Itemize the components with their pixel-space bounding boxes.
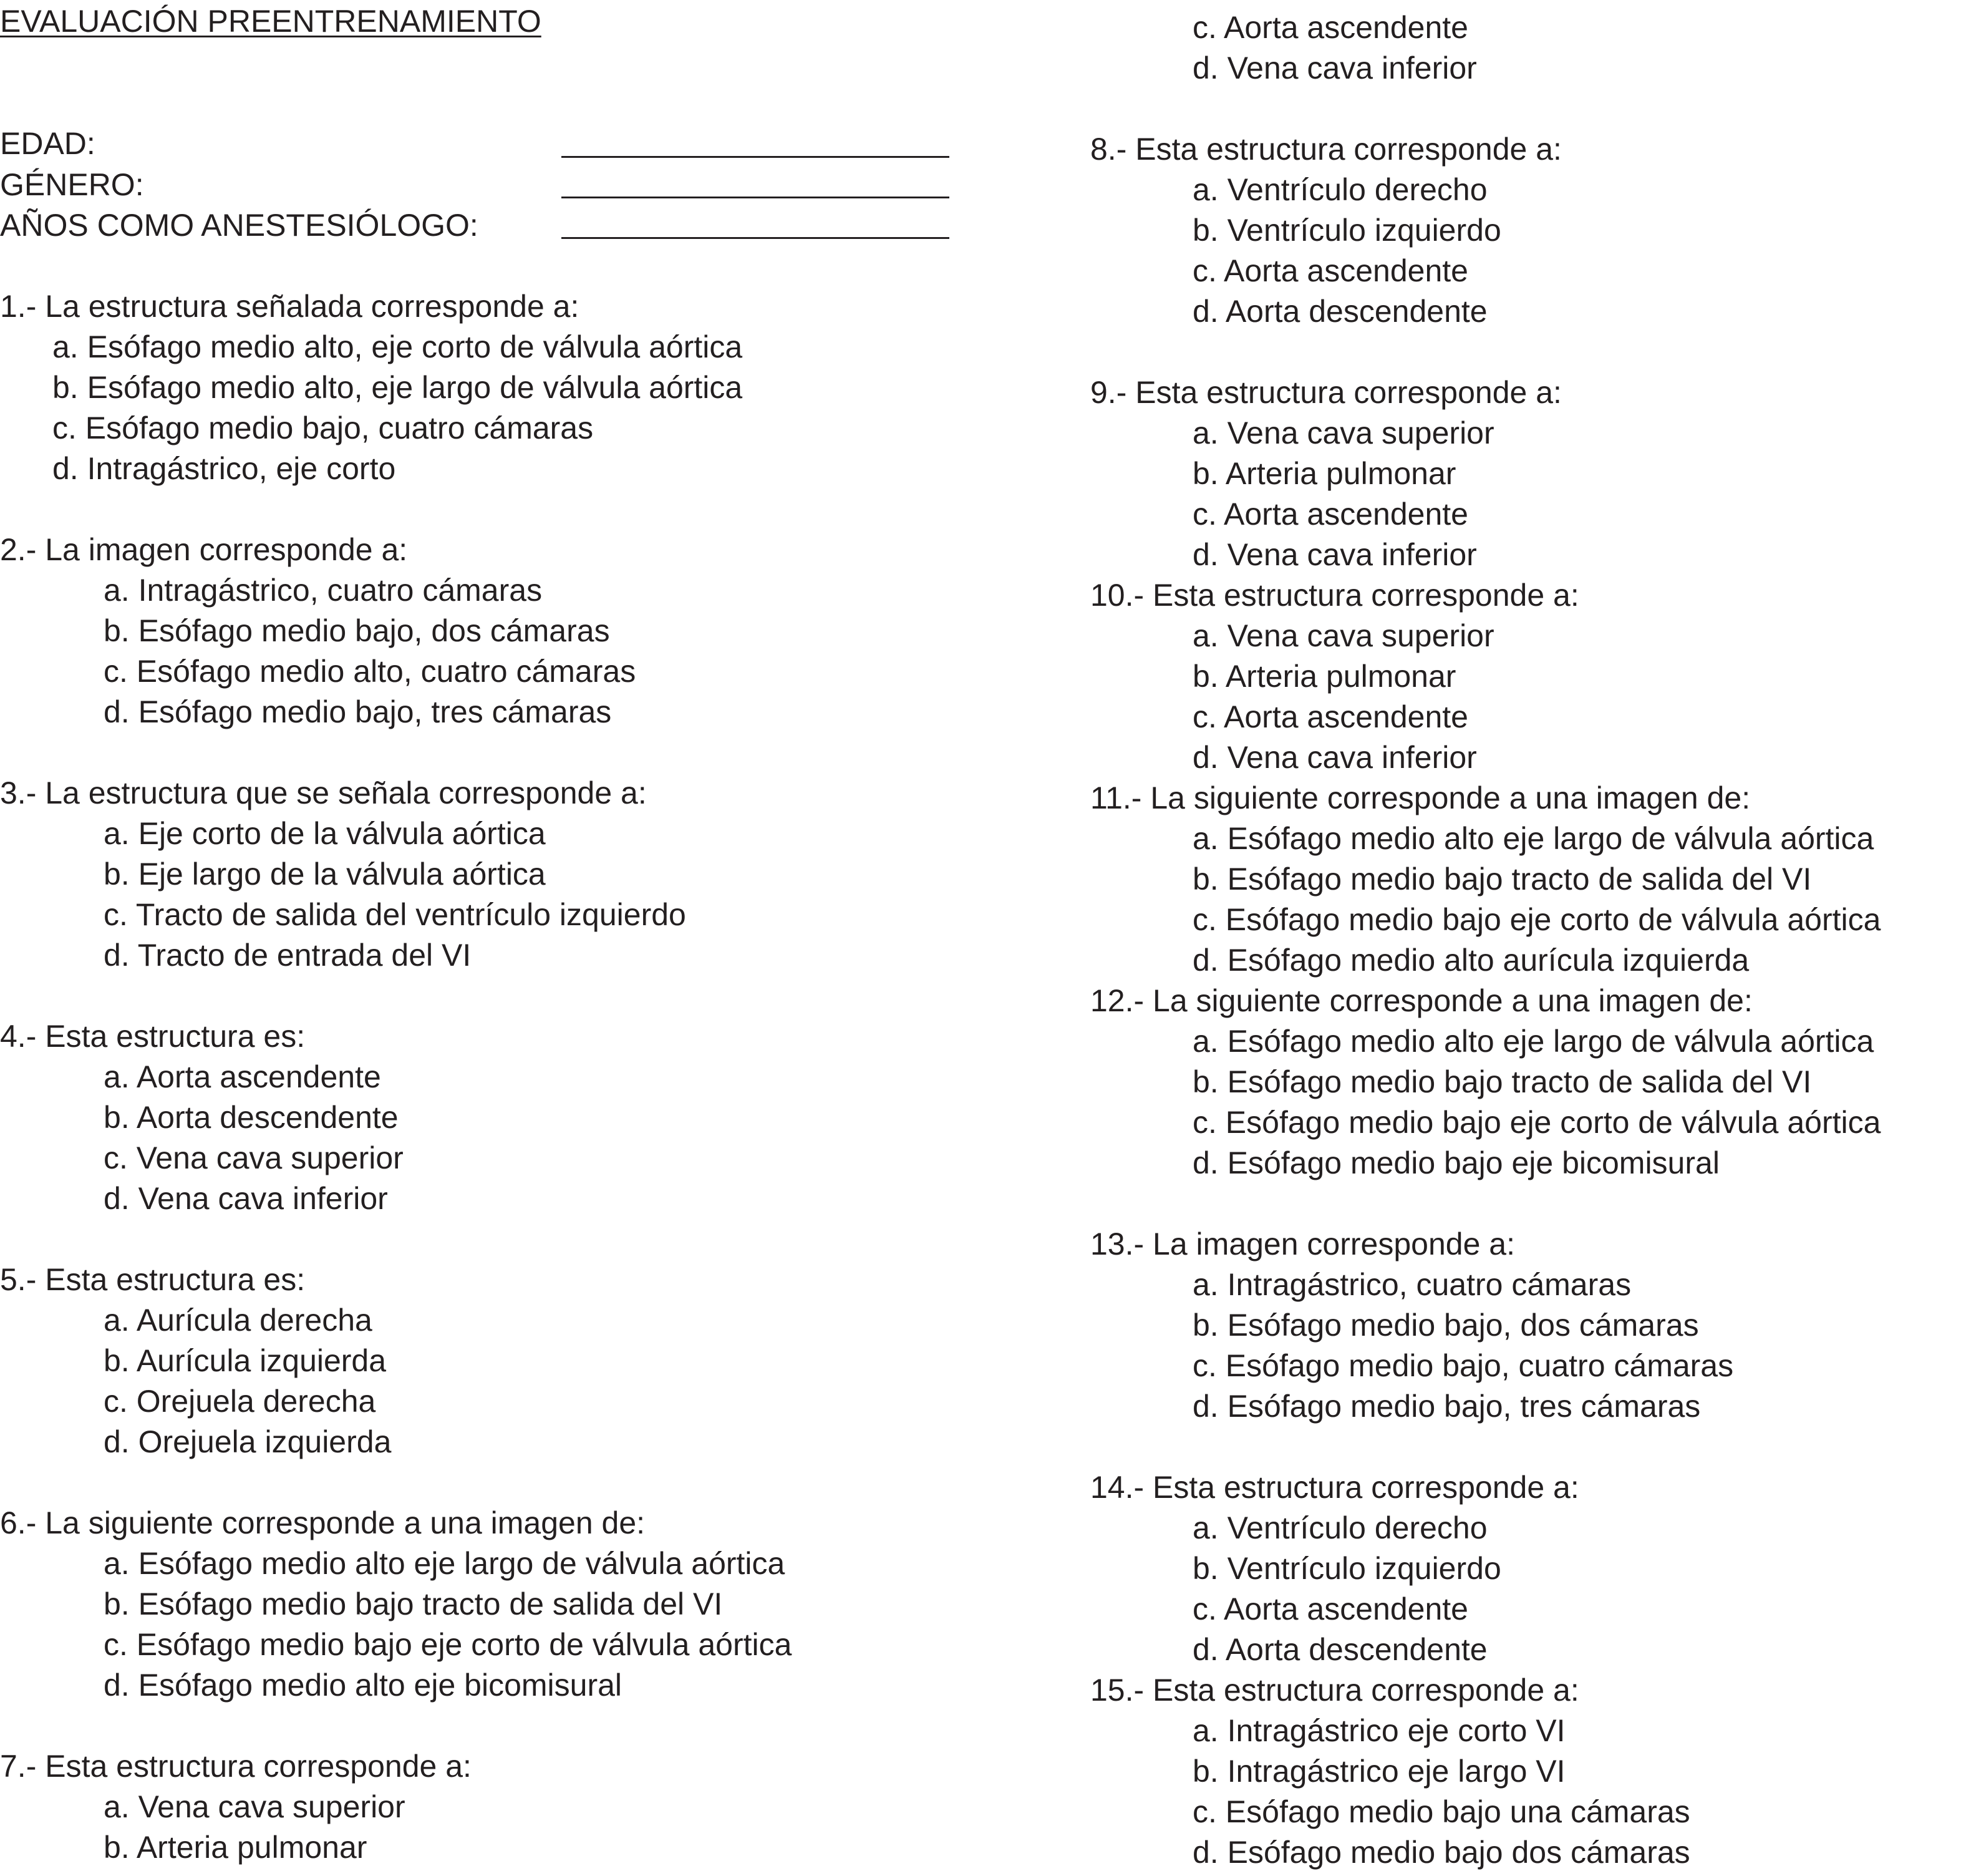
question-14: 14.- Esta estructura corresponde a: [1090,1470,1579,1505]
question-2-option-b[interactable]: b. Esófago medio bajo, dos cámaras [104,613,610,648]
question-2: 2.- La imagen corresponde a: [0,532,408,567]
question-6: 6.- La siguiente corresponde a una imagen de: [0,1505,646,1540]
question-10-option-b[interactable]: b. Arteria pulmonar [1193,659,1456,694]
question-10-option-c[interactable]: c. Aorta ascendente [1193,699,1468,734]
question-9-option-a[interactable]: a. Vena cava superior [1193,416,1494,450]
gender-input-line[interactable] [561,197,949,198]
question-15-option-a[interactable]: a. Intragástrico eje corto VI [1193,1713,1566,1748]
question-5-option-b[interactable]: b. Aurícula izquierda [104,1343,387,1378]
question-15-option-d[interactable]: d. Esófago medio bajo dos cámaras [1193,1835,1690,1870]
question-11-option-a[interactable]: a. Esófago medio alto eje largo de válvula aórtica [1193,821,1874,856]
question-13: 13.- La imagen corresponde a: [1090,1227,1515,1261]
question-3-option-a[interactable]: a. Eje corto de la válvula aórtica [104,816,546,851]
question-1-option-a[interactable]: a. Esófago medio alto, eje corto de válvula aórtica [52,329,743,364]
question-11-option-b[interactable]: b. Esófago medio bajo tracto de salida del VI [1193,862,1812,897]
question-3-option-c[interactable]: c. Tracto de salida del ventrículo izquierdo [104,897,686,932]
question-15-option-b[interactable]: b. Intragástrico eje largo VI [1193,1754,1566,1789]
years-input-line[interactable] [561,237,949,239]
question-4-option-d[interactable]: d. Vena cava inferior [104,1181,388,1216]
question-8-option-a[interactable]: a. Ventrículo derecho [1193,172,1488,207]
question-5-option-a[interactable]: a. Aurícula derecha [104,1303,372,1338]
question-13-option-d[interactable]: d. Esófago medio bajo, tres cámaras [1193,1389,1701,1424]
question-13-option-b[interactable]: b. Esófago medio bajo, dos cámaras [1193,1308,1699,1343]
question-1-option-b[interactable]: b. Esófago medio alto, eje largo de válvula aórtica [52,370,743,405]
question-12-option-c[interactable]: c. Esófago medio bajo eje corto de válvula aórtica [1193,1105,1881,1140]
question-15-option-c[interactable]: c. Esófago medio bajo una cámaras [1193,1794,1690,1829]
question-7: 7.- Esta estructura corresponde a: [0,1749,472,1784]
question-10: 10.- Esta estructura corresponde a: [1090,578,1579,613]
question-11-option-d[interactable]: d. Esófago medio alto aurícula izquierda [1193,943,1750,978]
question-6-option-a[interactable]: a. Esófago medio alto eje largo de válvula aórtica [104,1546,785,1581]
question-12-option-b[interactable]: b. Esófago medio bajo tracto de salida del VI [1193,1064,1812,1099]
question-4-option-c[interactable]: c. Vena cava superior [104,1140,404,1175]
question-11: 11.- La siguiente corresponde a una imagen de: [1090,780,1751,815]
question-8-option-c[interactable]: c. Aorta ascendente [1193,253,1468,288]
question-5: 5.- Esta estructura es: [0,1262,306,1297]
question-9-option-c[interactable]: c. Aorta ascendente [1193,497,1468,532]
question-11-option-c[interactable]: c. Esófago medio bajo eje corto de válvula aórtica [1193,902,1881,937]
question-14-option-d[interactable]: d. Aorta descendente [1193,1632,1488,1667]
question-6-option-c[interactable]: c. Esófago medio bajo eje corto de válvula aórtica [104,1627,792,1662]
question-3-option-d[interactable]: d. Tracto de entrada del VI [104,938,472,973]
question-3: 3.- La estructura que se señala corresponde a: [0,775,647,810]
age-input-line[interactable] [561,156,949,158]
question-4-option-a[interactable]: a. Aorta ascendente [104,1059,381,1094]
question-2-option-a[interactable]: a. Intragástrico, cuatro cámaras [104,573,543,608]
question-9-option-d[interactable]: d. Vena cava inferior [1193,537,1477,572]
question-9: 9.- Esta estructura corresponde a: [1090,375,1562,410]
page-title: EVALUACIÓN PREENTRENAMIENTO [0,4,541,39]
question-7-option-a[interactable]: a. Vena cava superior [104,1789,405,1824]
question-6-option-b[interactable]: b. Esófago medio bajo tracto de salida del VI [104,1587,723,1621]
question-5-option-d[interactable]: d. Orejuela izquierda [104,1424,392,1459]
question-2-option-c[interactable]: c. Esófago medio alto, cuatro cámaras [104,654,636,689]
question-13-option-a[interactable]: a. Intragástrico, cuatro cámaras [1193,1267,1632,1302]
question-3-option-b[interactable]: b. Eje largo de la válvula aórtica [104,857,546,892]
question-2-option-d[interactable]: d. Esófago medio bajo, tres cámaras [104,694,612,729]
question-1: 1.- La estructura señalada corresponde a: [0,289,579,324]
age-label: EDAD: [0,126,95,161]
question-10-option-d[interactable]: d. Vena cava inferior [1193,740,1477,775]
question-12: 12.- La siguiente corresponde a una imagen de: [1090,983,1753,1018]
question-1-option-d[interactable]: d. Intragástrico, eje corto [52,451,396,486]
question-8-option-d[interactable]: d. Aorta descendente [1193,294,1488,329]
question-10-option-a[interactable]: a. Vena cava superior [1193,618,1494,653]
question-6-option-d[interactable]: d. Esófago medio alto eje bicomisural [104,1668,622,1703]
question-7-option-c[interactable]: c. Aorta ascendente [1193,10,1468,45]
question-5-option-c[interactable]: c. Orejuela derecha [104,1384,376,1419]
question-13-option-c[interactable]: c. Esófago medio bajo, cuatro cámaras [1193,1348,1734,1383]
question-15: 15.- Esta estructura corresponde a: [1090,1673,1579,1708]
question-12-option-a[interactable]: a. Esófago medio alto eje largo de válvula aórtica [1193,1024,1874,1059]
gender-label: GÉNERO: [0,167,144,202]
question-7-option-d[interactable]: d. Vena cava inferior [1193,51,1477,85]
question-4-option-b[interactable]: b. Aorta descendente [104,1100,399,1135]
question-9-option-b[interactable]: b. Arteria pulmonar [1193,456,1456,491]
question-1-option-c[interactable]: c. Esófago medio bajo, cuatro cámaras [52,411,594,445]
question-8-option-b[interactable]: b. Ventrículo izquierdo [1193,213,1501,248]
question-14-option-a[interactable]: a. Ventrículo derecho [1193,1510,1488,1545]
years-label: AÑOS COMO ANESTESIÓLOGO: [0,208,478,243]
question-14-option-c[interactable]: c. Aorta ascendente [1193,1592,1468,1626]
question-14-option-b[interactable]: b. Ventrículo izquierdo [1193,1551,1501,1586]
question-7-option-b[interactable]: b. Arteria pulmonar [104,1830,367,1865]
question-4: 4.- Esta estructura es: [0,1019,306,1054]
question-12-option-d[interactable]: d. Esófago medio bajo eje bicomisural [1193,1145,1720,1180]
question-8: 8.- Esta estructura corresponde a: [1090,132,1562,167]
